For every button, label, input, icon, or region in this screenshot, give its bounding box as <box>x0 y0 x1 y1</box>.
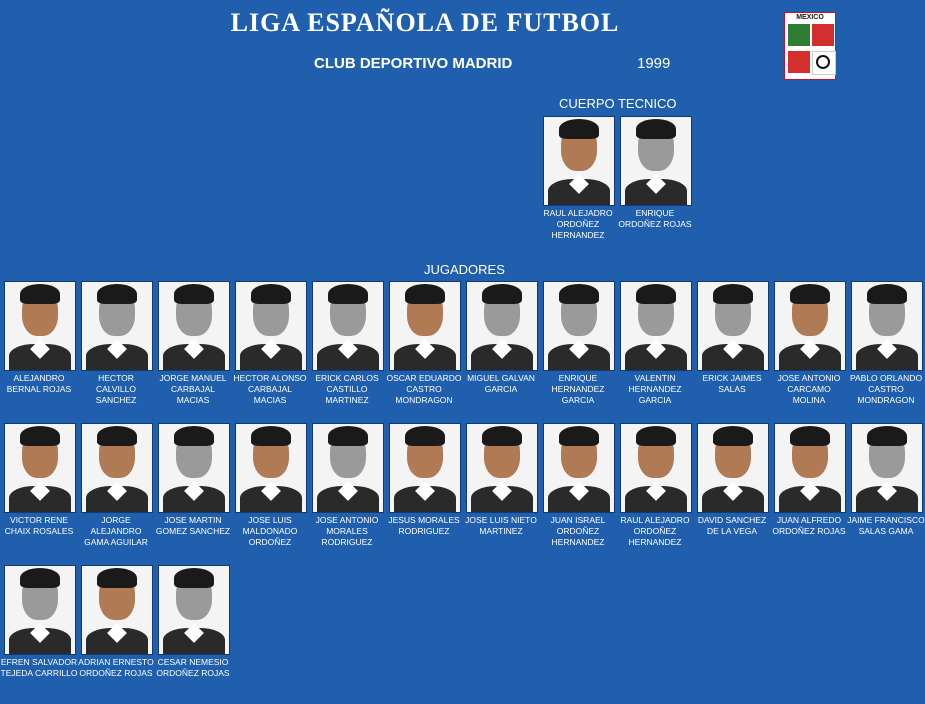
player-name: ERICK CARLOS CASTILLO MARTINEZ <box>315 373 379 405</box>
player-name: ENRIQUE HERNANDEZ GARCIA <box>551 373 605 405</box>
player-portrait <box>774 423 846 513</box>
player-card <box>851 281 923 406</box>
federation-emblem <box>784 12 836 80</box>
player-card <box>4 423 76 537</box>
player-name: VALENTIN HERNANDEZ GARCIA <box>628 373 682 405</box>
player-portrait <box>235 281 307 371</box>
staff-name: RAUL ALEJADRO ORDOÑEZ HERNANDEZ <box>543 208 613 240</box>
player-name: JORGE ALEJANDRO GAMA AGUILAR <box>84 515 148 547</box>
season-year: 1999 <box>637 55 671 72</box>
player-portrait <box>774 281 846 371</box>
player-portrait <box>543 281 615 371</box>
player-portrait <box>389 281 461 371</box>
player-card <box>312 423 384 548</box>
player-portrait <box>235 423 307 513</box>
player-name: PABLO ORLANDO CASTRO MONDRAGON <box>849 373 923 405</box>
player-card <box>158 565 230 679</box>
player-portrait <box>81 281 153 371</box>
player-card <box>0 565 78 679</box>
player-portrait <box>620 423 692 513</box>
player-portrait <box>312 423 384 513</box>
staff-card <box>620 116 692 230</box>
player-portrait <box>158 423 230 513</box>
player-portrait <box>466 423 538 513</box>
emblem-eagle-quadrant <box>788 24 810 46</box>
player-card <box>312 281 384 406</box>
player-portrait <box>620 281 692 371</box>
staff-card <box>543 116 615 241</box>
player-name: ADRIAN ERNESTO ORDOÑEZ ROJAS <box>78 657 154 678</box>
player-name: VICTOR RENE CHAIX ROSALES <box>4 515 74 536</box>
player-card <box>543 281 615 406</box>
club-name: CLUB DEPORTIVO MADRID <box>314 55 513 72</box>
player-portrait <box>697 281 769 371</box>
staff-portrait <box>543 116 615 206</box>
player-name: JAIME FRANCISCO SALAS GAMA <box>847 515 925 536</box>
player-portrait <box>81 423 153 513</box>
player-portrait <box>158 565 230 655</box>
player-portrait <box>4 281 76 371</box>
player-portrait <box>543 423 615 513</box>
player-card <box>466 423 538 537</box>
player-name: DAVID SANCHEZ DE LA VEGA <box>697 515 767 536</box>
player-card <box>78 565 154 679</box>
player-card <box>235 423 307 548</box>
emblem-text: MEXICO <box>796 14 824 21</box>
emblem-ball-quadrant <box>812 51 836 75</box>
player-card <box>235 281 307 406</box>
player-portrait <box>697 423 769 513</box>
players-section-label: JUGADORES <box>424 262 505 277</box>
player-card <box>620 423 692 548</box>
player-name: JOSE ANTONIO CARCAMO MOLINA <box>777 373 841 405</box>
player-card <box>466 281 538 395</box>
player-name: JOSE LUIS MALDONADO ORDOÑEZ <box>242 515 298 547</box>
player-name: ALEJANDRO BERNAL ROJAS <box>6 373 72 394</box>
player-portrait <box>466 281 538 371</box>
player-name: JOSE ANTONIO MORALES RODRIGUEZ <box>315 515 379 547</box>
player-portrait <box>312 281 384 371</box>
player-portrait <box>4 565 76 655</box>
soccer-ball-icon <box>816 55 830 69</box>
player-card <box>697 281 769 395</box>
player-name: OSCAR EDUARDO CASTRO MONDRAGON <box>386 373 462 405</box>
player-portrait <box>851 423 923 513</box>
player-portrait <box>4 423 76 513</box>
staff-name: ENRIQUE ORDOÑEZ ROJAS <box>618 208 692 229</box>
player-card <box>389 423 461 537</box>
player-card <box>158 281 230 406</box>
player-portrait <box>81 565 153 655</box>
player-card <box>386 281 462 406</box>
staff-section-label: CUERPO TECNICO <box>559 96 677 111</box>
player-name: JUAN ALFREDO ORDOÑEZ ROJAS <box>772 515 846 536</box>
player-name: EFREN SALVADOR TEJEDA CARRILLO <box>0 657 78 678</box>
staff-portrait <box>620 116 692 206</box>
player-card <box>4 281 76 395</box>
player-card <box>81 281 153 406</box>
player-name: JESUS MORALES RODRIGUEZ <box>388 515 460 536</box>
player-card <box>697 423 769 537</box>
player-name: ERICK JAIMES SALAS <box>702 373 762 394</box>
player-card <box>81 423 153 548</box>
player-card <box>620 281 692 406</box>
player-portrait <box>851 281 923 371</box>
player-name: MIGUEL GALVAN GARCIA <box>467 373 535 394</box>
player-name: CESAR NEMESIO ORDOÑEZ ROJAS <box>156 657 230 678</box>
player-card <box>543 423 615 548</box>
emblem-lion-quadrant <box>788 51 810 73</box>
player-card <box>774 423 846 537</box>
player-name: JORGE MANUEL CARBAJAL MACIAS <box>159 373 227 405</box>
emblem-red-quadrant <box>812 24 834 46</box>
player-name: RAUL ALEJADRO ORDOÑEZ HERNANDEZ <box>620 515 690 547</box>
player-name: JOSE LUIS NIETO MARTINEZ <box>465 515 537 536</box>
player-card <box>774 281 846 406</box>
player-name: JUAN ISRAEL ORDOÑEZ HERNANDEZ <box>550 515 606 547</box>
player-portrait <box>389 423 461 513</box>
player-card <box>155 423 231 537</box>
player-name: JOSE MARTIN GOMEZ SANCHEZ <box>155 515 231 536</box>
page-title: LIGA ESPAÑOLA DE FUTBOL <box>230 8 620 37</box>
player-name: HECTOR ALONSO CARBAJAL MACIAS <box>233 373 307 405</box>
player-portrait <box>158 281 230 371</box>
player-name: HECTOR CALVILLO SANCHEZ <box>95 373 137 405</box>
player-card <box>847 423 925 537</box>
